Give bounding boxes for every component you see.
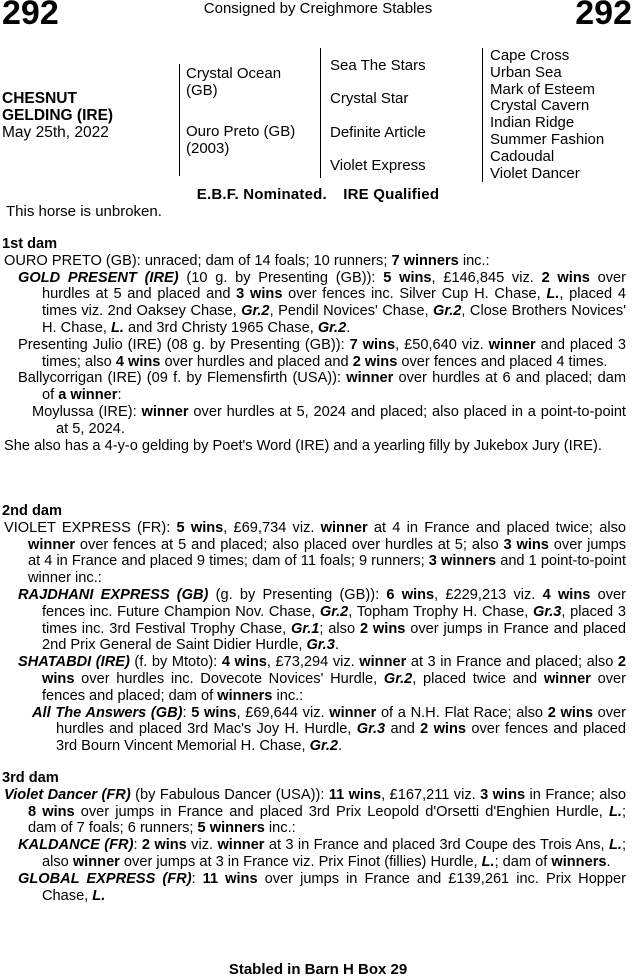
ire-qualified: IRE Qualified — [343, 186, 440, 203]
progeny-record: GLOBAL EXPRESS (FR): 11 wins over jumps in France and £139,261 inc. Prix Hopper Chase, L. — [18, 870, 627, 904]
ancestor: Urban Sea — [490, 63, 562, 81]
pedigree-bracket-3 — [482, 48, 483, 182]
ancestor: Violet Dancer — [490, 164, 580, 182]
pedigree-dam: Ouro Preto (GB) (2003) — [186, 123, 296, 157]
progeny-record: RAJDHANI EXPRESS (GB) (g. by Presenting (GB)): 6 wins, £229,213 viz. 4 wins over fences inc. Future Champion Nov. Chase, Gr.2, Topham Trophy H. Chase, Gr.3, placed 3 times inc. 3rd Festival Trophy Chase, Gr.1; also 2 wins over jumps in France and placed 2nd Prix General de Saint Didier Hurdle, Gr.3. — [18, 586, 627, 654]
section-heading: 3rd dam — [2, 770, 59, 786]
progeny-record: All The Answers (GB): 5 wins, £69,644 viz. winner of a N.H. Flat Race; also 2 wins over hurdles and placed 3rd Mac's Joy H. Hurdle, Gr.3 and 2 wins over fences and placed 3rd Bourn Vincent Memorial H. Chase, Gr.2. — [32, 704, 627, 755]
third-dam-section — [2, 770, 626, 904]
horse-description — [2, 90, 113, 141]
progeny-record: Ballycorrigan (IRE) (09 f. by Flemensfirth (USA)): winner over hurdles at 6 and placed; dam of a winner: — [18, 370, 626, 404]
ancestor: Indian Ridge — [490, 114, 575, 132]
pedigree-dam-dam: Violet Express — [330, 157, 426, 174]
ebf-nominated: E.B.F. Nominated. — [196, 186, 327, 203]
pedigree-bracket-1 — [179, 64, 180, 176]
progeny-record: SHATABDI (IRE) (f. by Mtoto): 4 wins, £73,294 viz. winner at 3 in France and placed; also 2 wins over hurdles inc. Dovecote Novices' Hurdle, Gr.2, placed twice and winner over fences and placed; dam of winners inc.: — [18, 654, 627, 704]
progeny-record: Moylussa (IRE): winner over hurdles at 5, 2024 and placed; also placed in a point-to-point at 5, 2024. — [32, 403, 626, 437]
dam-record: VIOLET EXPRESS (FR): 5 wins, £69,734 viz. winner at 4 in France and placed twice; also winner over fences at 5 and placed; also placed over hurdles at 5; also 3 wins over jumps at 4 in France and placed 9 times; dam of 11 foals; 9 runners; 3 winners and 1 point-to-point winner inc.: — [4, 519, 627, 587]
ancestor: Cadoudal — [490, 147, 555, 165]
horse-colour: CHESNUT — [2, 90, 77, 107]
pedigree-sire: Crystal Ocean (GB) — [186, 65, 282, 99]
unbroken-note: This horse is unbroken. — [6, 203, 162, 220]
dam-note: She also has a 4-y-o gelding by Poet's Word (IRE) and a yearling filly by Jukebox Jury (IRE). — [4, 437, 602, 454]
lot-number-left: 292 — [2, 0, 59, 32]
pedigree-fourth-generation — [490, 48, 604, 182]
ancestor: Mark of Esteem — [490, 80, 596, 98]
ancestor: Crystal Cavern — [490, 97, 590, 115]
horse-sex: GELDING (IRE) — [2, 107, 114, 124]
dam-record: Violet Dancer (FR) (by Fabulous Dancer (USA)): 11 wins, £167,211 viz. 3 wins in France; also 8 wins over jumps in France and placed 3rd Prix Leopold d'Orsetti d'Enghien Hurdle, L.; dam of 7 foals; 6 runners; 5 winners inc.: — [4, 786, 627, 837]
nominations — [0, 186, 636, 203]
pedigree-sire-sire: Sea The Stars — [330, 57, 426, 74]
pedigree-dam-sire: Definite Article — [330, 124, 426, 141]
consignor: Consigned by Creighmore Stables — [203, 0, 433, 17]
progeny-record: KALDANCE (FR): 2 wins viz. winner at 3 in France and placed 3rd Coupe des Trois Ans, L.; also winner over jumps at 3 in France viz. Prix Finot (fillies) Hurdle, L.; dam of winners. — [18, 837, 627, 870]
first-dam-section — [2, 236, 626, 454]
lot-number-right: 292 — [575, 0, 632, 32]
section-heading: 2nd dam — [2, 503, 63, 519]
second-dam-section — [2, 503, 626, 755]
ancestor: Cape Cross — [490, 47, 570, 64]
dam-record: OURO PRETO (GB): unraced; dam of 14 foals; 10 runners; 7 winners inc.: — [4, 252, 490, 269]
foaling-date: May 25th, 2022 — [2, 124, 109, 141]
progeny-record: Presenting Julio (IRE) (08 g. by Presenting (GB)): 7 wins, £50,640 viz. winner and placed 3 times; also 4 wins over hurdles and placed and 2 wins over fences and placed 4 times. — [18, 336, 627, 370]
pedigree-sire-dam: Crystal Star — [330, 90, 409, 107]
section-heading: 1st dam — [2, 236, 58, 252]
pedigree-bracket-2 — [320, 48, 321, 178]
ancestor: Summer Fashion — [490, 130, 605, 148]
stabling-info: Stabled in Barn H Box 29 — [228, 961, 408, 978]
progeny-record: GOLD PRESENT (IRE) (10 g. by Presenting (GB)): 5 wins, £146,845 viz. 2 wins over hurdles at 5 and placed and 3 wins over fences inc. Silver Cup H. Chase, L., placed 4 times viz. 2nd Oaksey Chase, Gr.2, Pendil Novices' Chase, Gr.2, Close Brothers Novices' H. Chase, L. and 3rd Christy 1965 Chase, Gr.2. — [18, 269, 627, 336]
